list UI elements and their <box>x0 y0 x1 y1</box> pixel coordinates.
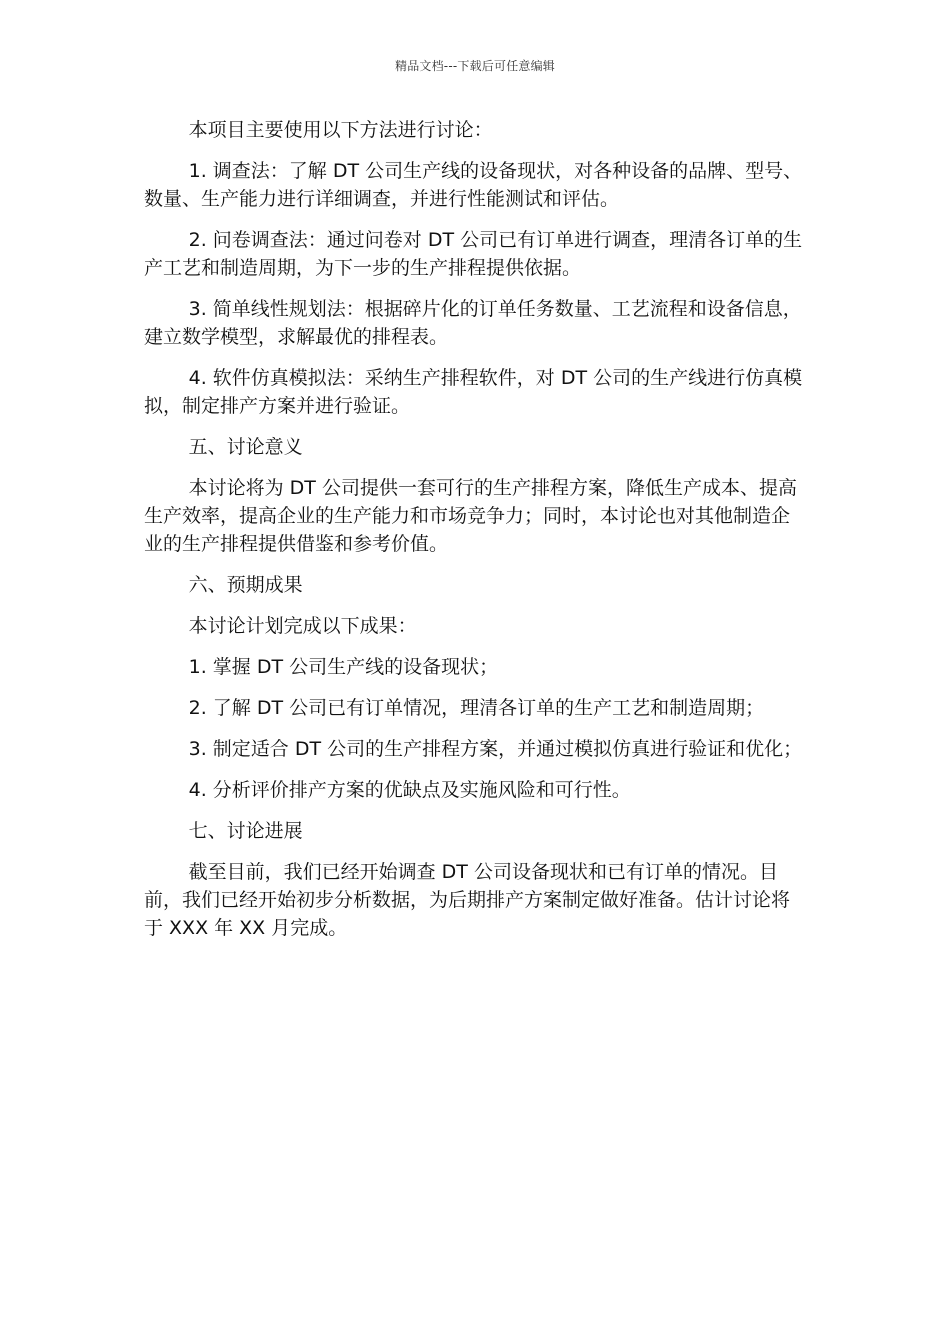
method-item-1: 1. 调查法：了解 DT 公司生产线的设备现状，对各种设备的品牌、型号、数量、生产能力进行详细调查，并进行性能测试和评估。 <box>144 160 803 210</box>
progress-paragraph: 截至目前，我们已经开始调查 DT 公司设备现状和已有订单的情况。目前，我们已经开始初步分析数据，为后期排产方案制定做好准备。估计讨论将于 XXX 年 XX 月完成。 <box>144 861 791 939</box>
document-body <box>144 116 806 955</box>
method-item-3: 3. 简单线性规划法：根据碎片化的订单任务数量、工艺流程和设备信息，建立数学模型，求解最优的排程表。 <box>144 298 802 348</box>
intro-paragraph: 本项目主要使用以下方法进行讨论： <box>188 119 493 141</box>
result-item-4: 4. 分析评价排产方案的优缺点及实施风险和可行性。 <box>188 779 631 801</box>
section-heading-expected-results: 六、预期成果 <box>188 574 303 596</box>
result-item-2: 2. 了解 DT 公司已有订单情况，理清各订单的生产工艺和制造周期； <box>188 697 765 719</box>
result-item-1: 1. 掌握 DT 公司生产线的设备现状； <box>188 656 499 678</box>
section-heading-progress: 七、讨论进展 <box>188 820 303 842</box>
expected-results-intro: 本讨论计划完成以下成果： <box>188 615 417 637</box>
result-item-3: 3. 制定适合 DT 公司的生产排程方案，并通过模拟仿真进行验证和优化； <box>188 738 803 760</box>
method-item-4: 4. 软件仿真模拟法：采纳生产排程软件，对 DT 公司的生产线进行仿真模拟，制定排产方案并进行验证。 <box>144 367 803 417</box>
method-item-2: 2. 问卷调查法：通过问卷对 DT 公司已有订单进行调查，理清各订单的生产工艺和制造周期，为下一步的生产排程提供依据。 <box>144 229 803 279</box>
significance-paragraph: 本讨论将为 DT 公司提供一套可行的生产排程方案，降低生产成本、提高生产效率，提高企业的生产能力和市场竞争力；同时，本讨论也对其他制造企业的生产排程提供借鉴和参考价值。 <box>144 477 797 555</box>
header-note: 精品文档---下载后可任意编辑 <box>395 59 555 73</box>
section-heading-significance: 五、讨论意义 <box>188 436 303 458</box>
